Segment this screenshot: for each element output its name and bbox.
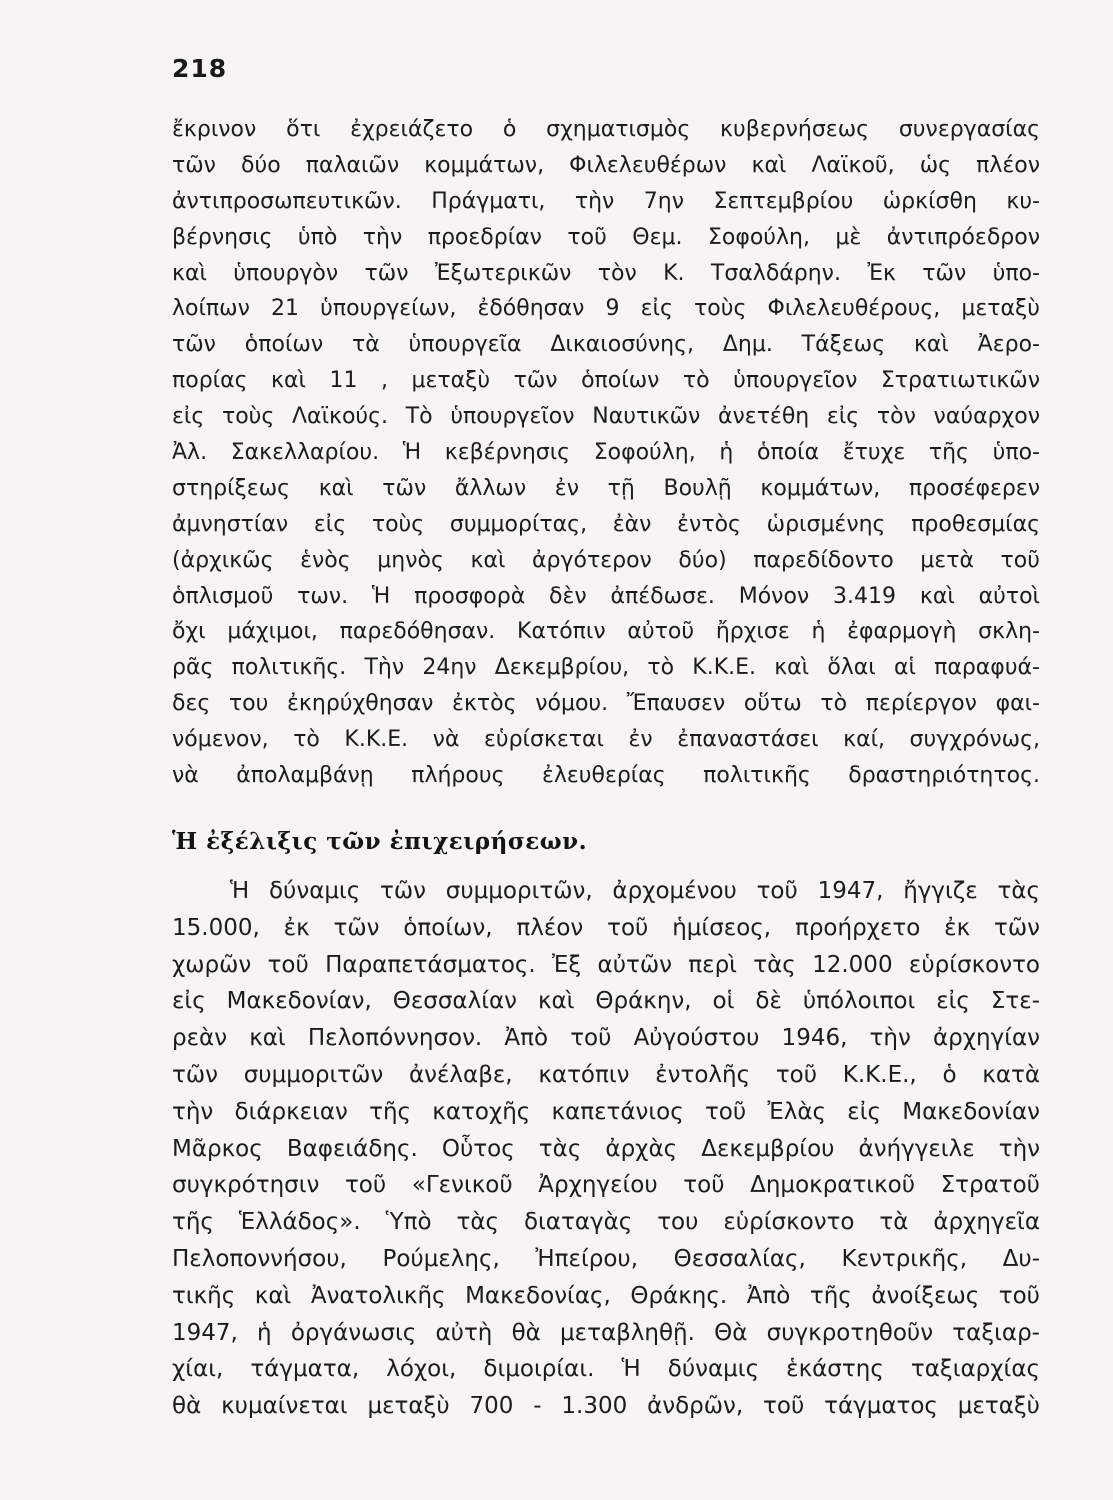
text-line: τῶν δύο παλαιῶν κομμάτων, Φιλελευθέρων καὶ Λαϊκοῦ, ὡς πλέον (172, 152, 1040, 178)
text-line: Ἡ δύναμις τῶν συμμοριτῶν, ἀρχομένου τοῦ 1947, ἤγγιζε τὰς (230, 878, 1040, 904)
text-line: χίαι, τάγματα, λόχοι, διμοιρίαι. Ἡ δύναμις ἑκάστης ταξιαρχίας (172, 1356, 1040, 1383)
text-line: θὰ κυμαίνεται μεταξὺ 700 - 1.300 ἀνδρῶν, τοῦ τάγματος μεταξὺ (172, 1393, 1040, 1420)
text-line: ρᾶς πολιτικῆς. Τὴν 24ην Δεκεμβρίου, τὸ Κ.Κ.Ε. καὶ ὅλαι αἱ παραφυά- (172, 655, 1040, 681)
text-line: τῶν συμμοριτῶν ἀνέλαβε, κατόπιν ἐντολῆς τοῦ Κ.Κ.Ε., ὁ κατὰ (172, 1061, 1040, 1088)
text-line: (ἀρχικῶς ἑνὸς μηνὸς καὶ ἀργότερον δύο) παρεδίδοντο μετὰ τοῦ (172, 547, 1040, 573)
text-line: 15.000, ἐκ τῶν ὁποίων, πλέον τοῦ ἡμίσεος, προήρχετο ἐκ τῶν (172, 914, 1040, 941)
text-line: ρεὰν καὶ Πελοπόννησον. Ἀπὸ τοῦ Αὐγούστου 1946, τὴν ἀρχηγίαν (172, 1025, 1040, 1052)
page-number: 218 (172, 54, 228, 83)
text-line: καὶ ὑπουργὸν τῶν Ἐξωτερικῶν τὸν Κ. Τσαλδάρην. Ἐκ τῶν ὑπο- (172, 260, 1040, 286)
text-line: στηρίξεως καὶ τῶν ἄλλων ἐν τῇ Βουλῇ κομμάτων, προσέφερεν (172, 475, 1040, 501)
text-line: δες του ἐκηρύχθησαν ἐκτὸς νόμου. Ἔπαυσεν οὕτω τὸ περίεργον φαι- (172, 691, 1040, 717)
text-line: τῶν ὁποίων τὰ ὑπουργεῖα Δικαιοσύνης, Δημ. Τάξεως καὶ Ἀερο- (172, 332, 1040, 358)
text-line: Ἀλ. Σακελλαρίου. Ἡ κεβέρνησις Σοφούλη, ἡ ὁποία ἔτυχε τῆς ὑπο- (172, 440, 1040, 466)
text-line: ὁπλισμοῦ των. Ἡ προσφορὰ δὲν ἀπέδωσε. Μόνον 3.419 καὶ αὐτοὶ (172, 583, 1040, 609)
paragraph-1 (172, 112, 1040, 794)
text-line: ἀμνηστίαν εἰς τοὺς συμμορίτας, ἐὰν ἐντὸς ὡρισμένης προθεσμίας (172, 511, 1040, 537)
text-line: βέρνησις ὑπὸ τὴν προεδρίαν τοῦ Θεμ. Σοφούλη, μὲ ἀντιπρόεδρον (172, 224, 1040, 250)
paragraph-2 (172, 873, 1040, 1425)
text-line: Μᾶρκος Βαφειάδης. Οὗτος τὰς ἀρχὰς Δεκεμβρίου ἀνήγγειλε τὴν (172, 1135, 1040, 1162)
text-line: ὄχι μάχιμοι, παρεδόθησαν. Κατόπιν αὐτοῦ ἤρχισε ἡ ἐφαρμογὴ σκλη- (172, 619, 1040, 645)
text-line: ἔκρινον ὅτι ἐχρειάζετο ὁ σχηματισμὸς κυβερνήσεως συνεργασίας (172, 117, 1040, 142)
text-line: νόμενον, τὸ Κ.Κ.Ε. νὰ εὑρίσκεται ἐν ἐπαναστάσει καί, συγχρόνως, (172, 727, 1040, 753)
text-line: 1947, ἡ ὀργάνωσις αὐτὴ θὰ μεταβληθῇ. Θὰ συγκροτηθοῦν ταξιαρ- (172, 1319, 1040, 1346)
text-line: λοίπων 21 ὑπουργείων, ἐδόθησαν 9 εἰς τοὺς Φιλελευθέρους, μεταξὺ (172, 296, 1040, 322)
text-line: εἰς τοὺς Λαϊκούς. Τὸ ὑπουργεῖον Ναυτικῶν ἀνετέθη εἰς τὸν ναύαρχον (172, 404, 1040, 430)
text-line: ἀντιπροσωπευτικῶν. Πράγματι, τὴν 7ην Σεπτεμβρίου ὡρκίσθη κυ- (172, 188, 1040, 214)
text-line: χωρῶν τοῦ Παραπετάσματος. Ἐξ αὐτῶν περὶ τὰς 12.000 εὑρίσκοντο (172, 951, 1040, 978)
text-line: Πελοποννήσου, Ρούμελης, Ἠπείρου, Θεσσαλίας, Κεντρικῆς, Δυ- (172, 1245, 1040, 1272)
text-line: τικῆς καὶ Ἀνατολικῆς Μακεδονίας, Θράκης. Ἀπὸ τῆς ἀνοίξεως τοῦ (172, 1282, 1040, 1309)
text-line: πορίας καὶ 11 , μεταξὺ τῶν ὁποίων τὸ ὑπουργεῖον Στρατιωτικῶν (172, 368, 1040, 394)
section-heading: Ἡ ἐξέλιξις τῶν ἐπιχειρήσεων. (172, 828, 588, 855)
text-line: εἰς Μακεδονίαν, Θεσσαλίαν καὶ Θράκην, οἱ δὲ ὑπόλοιποι εἰς Στε- (172, 988, 1040, 1015)
text-line: νὰ ἀπολαμβάνῃ πλήρους ἐλευθερίας πολιτικῆς δραστηριότητος. (172, 763, 1040, 789)
text-line: τῆς Ἑλλάδος». Ὑπὸ τὰς διαταγὰς του εὑρίσκοντο τὰ ἀρχηγεῖα (172, 1209, 1040, 1236)
text-line: συγκρότησιν τοῦ «Γενικοῦ Ἀρχηγείου τοῦ Δημοκρατικοῦ Στρατοῦ (172, 1172, 1040, 1199)
text-line: τὴν διάρκειαν τῆς κατοχῆς καπετάνιος τοῦ Ἐλὰς εἰς Μακεδονίαν (172, 1098, 1040, 1125)
